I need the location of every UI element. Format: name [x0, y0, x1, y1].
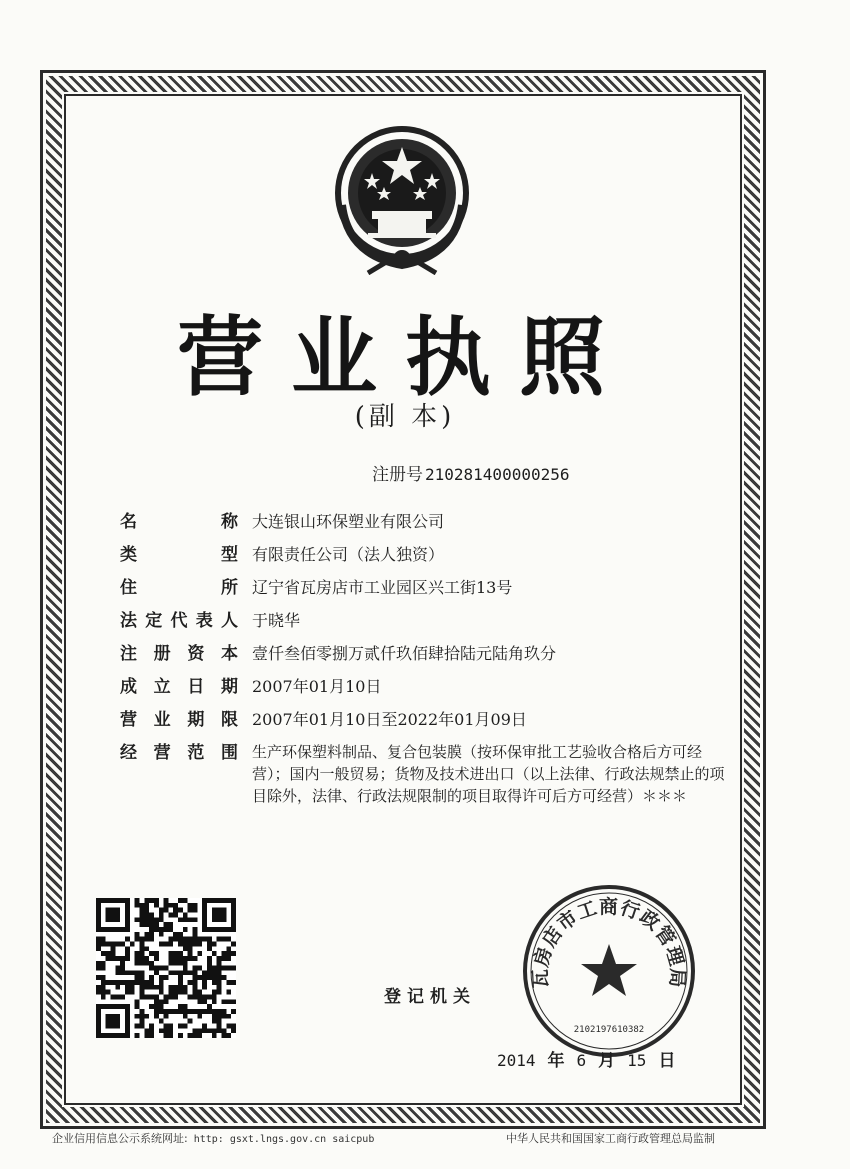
field-value: 2007年01月10日	[252, 677, 382, 696]
field-row-name	[120, 510, 740, 543]
issue-month: 6	[576, 1051, 587, 1070]
seal-code: 2102197610382	[573, 1025, 645, 1035]
field-value: 大连银山环保塑业有限公司	[252, 512, 445, 531]
field-row-address	[120, 576, 740, 609]
field-label: 类型	[120, 545, 238, 565]
field-value: 有限责任公司（法人独资）	[252, 545, 445, 564]
field-row-type	[120, 543, 740, 576]
field-label: 法定代表人	[120, 611, 238, 631]
field-label: 营业期限	[120, 710, 238, 730]
issue-date	[497, 1046, 681, 1071]
footer-website-url[interactable]: http: gsxt.lngs.gov.cn saicpub	[193, 1134, 375, 1145]
issue-year: 2014	[497, 1051, 536, 1070]
field-label: 经营范围	[120, 743, 238, 763]
license-fields	[120, 510, 740, 807]
field-row-business-term	[120, 708, 740, 741]
official-seal-stamp	[520, 882, 698, 1060]
qr-code[interactable]	[96, 898, 236, 1038]
registration-label: 注册号	[372, 465, 423, 485]
seal-text: 瓦房店市工商行政管理局	[529, 895, 689, 989]
registration-authority-label: 登记机关	[384, 987, 476, 1007]
issue-month-unit: 月	[598, 1051, 616, 1071]
footer-website	[52, 1130, 374, 1146]
field-value: 于晓华	[252, 611, 301, 630]
field-value: 2007年01月10日至2022年01月09日	[252, 710, 527, 729]
issue-day-unit: 日	[658, 1051, 676, 1071]
field-label: 名称	[120, 512, 238, 532]
field-row-established-date	[120, 675, 740, 708]
field-label: 成立日期	[120, 677, 238, 697]
field-row-legal-representative	[120, 609, 740, 642]
footer-supervisor: 中华人民共和国国家工商行政管理总局监制	[506, 1132, 715, 1145]
field-value: 生产环保塑料制品、复合包装膜（按环保审批工艺验收合格后方可经营）；国内一般贸易；货物及技术进出口（以上法律、行政法规禁止的项目除外，法律、行政法规限制的项目取得许可后方可经营）＊＊＊	[252, 743, 725, 805]
footer-website-label: 企业信用信息公示系统网址:	[52, 1132, 188, 1145]
issue-year-unit: 年	[547, 1051, 565, 1071]
registration-value: 210281400000256	[425, 465, 570, 484]
field-row-business-scope	[120, 741, 740, 807]
field-label: 住所	[120, 578, 238, 598]
license-subtitle: (副 本)	[354, 402, 456, 432]
national-emblem-icon	[328, 125, 476, 275]
field-value: 辽宁省瓦房店市工业园区兴工街13号	[252, 578, 513, 597]
field-row-registered-capital	[120, 642, 740, 675]
field-value: 壹仟叁佰零捌万贰仟玖佰肆拾陆元陆角玖分	[252, 644, 557, 663]
field-label: 注册资本	[120, 644, 238, 664]
license-title: 营业执照	[177, 308, 633, 408]
registration-number	[372, 460, 570, 485]
issue-day: 15	[627, 1051, 647, 1070]
